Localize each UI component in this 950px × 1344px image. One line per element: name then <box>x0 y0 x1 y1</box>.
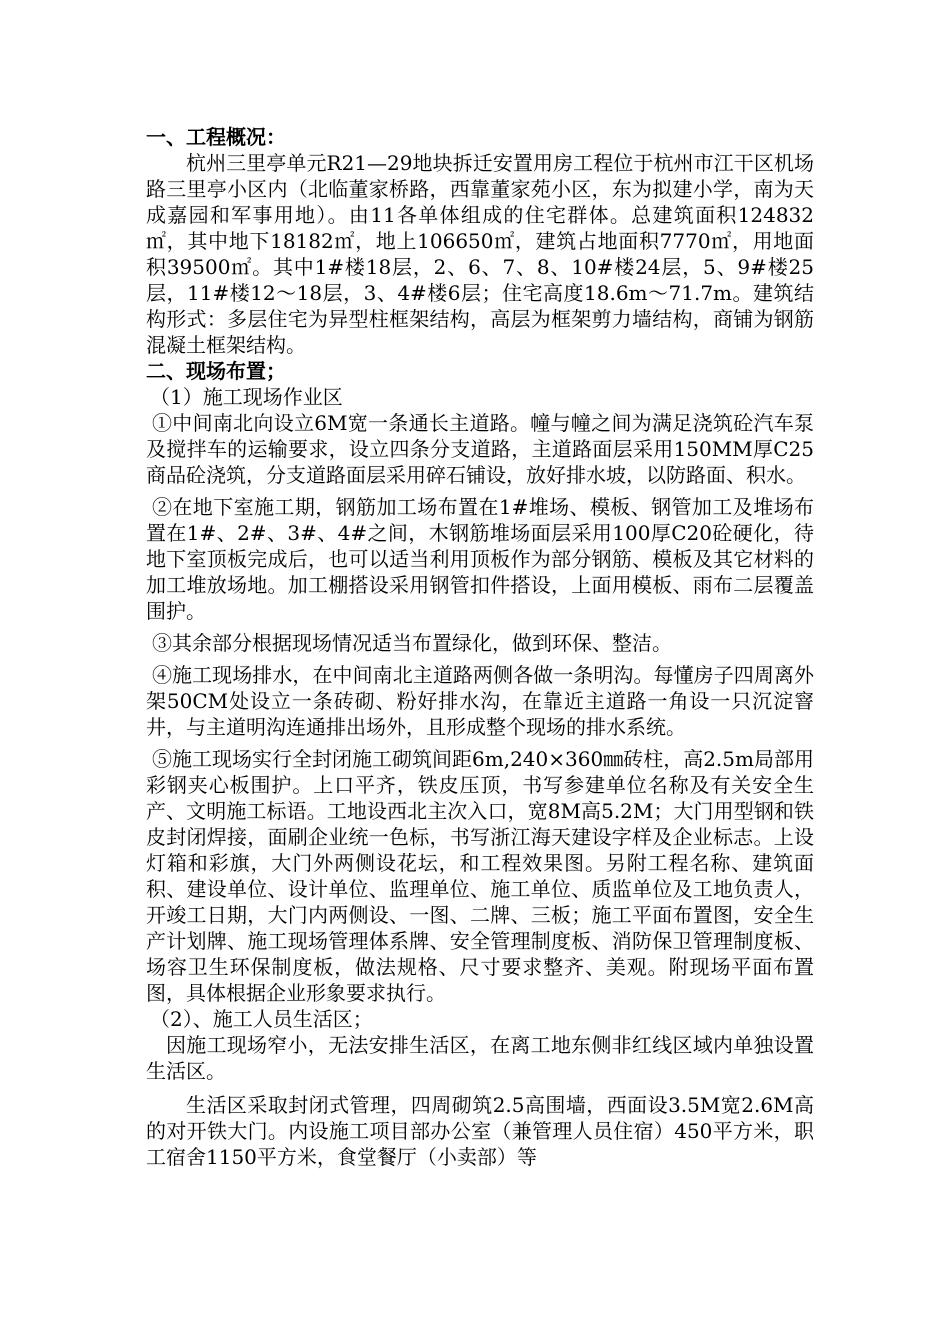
subsection-title-work-area: （1）施工现场作业区 <box>150 385 343 409</box>
section-heading-site-layout: 二、现场布置； <box>146 359 286 383</box>
list-item-main-road: ①中间南北向设立6M宽一条通长主道路。幢与幢之间为满足浇筑砼汽车泵及搅拌车的运输要求，设立四条分支道路，主道路面层采用150MM厚C25商品砼浇筑，分支道路面层采用碎石铺设，放好排水坡，以防路面、积水。 <box>146 411 814 487</box>
subsection-title-living-area: （2）、施工人员生活区； <box>150 1007 373 1031</box>
living-area-paragraph-1: 因施工现场窄小，无法安排生活区，在离工地东侧非红线区域内单独设置生活区。 <box>146 1033 814 1083</box>
overview-paragraph: 杭州三里亭单元R21—29地块拆迁安置用房工程位于杭州市江干区机场路三里亭小区内（北临董家桥路，西靠董家苑小区，东为拟建小学，南为天成嘉园和军事用地）。由11各单体组成的住宅群体。总建筑面积124832㎡，其中地下18182㎡，地上106650㎡，建筑占地面积7770㎡，用地面积39500㎡。其中1#楼18层，2、6、7、8、10#楼24层，5、9#楼25层，11#楼12～18层，3、4#楼6层；住宅高度18.6m～71.7m。建筑结构形式：多层住宅为异型柱框架结构，高层为框架剪力墙结构，商铺为钢筋混凝土框架结构。 <box>146 151 814 357</box>
list-item-processing-yard: ②在地下室施工期，钢筋加工场布置在1#堆场、模板、钢管加工及堆场布置在1#、2#、3#、4#之间，木钢筋堆场面层采用100厚C20砼硬化，待地下室顶板完成后，也可以适当利用顶板作为部分钢筋、模板及其它材料的加工堆放场地。加工棚搭设采用钢管扣件搭设，上面用模板、雨布二层覆盖围护。 <box>146 495 814 623</box>
list-item-drainage: ④施工现场排水，在中间南北主道路两侧各做一条明沟。每懂房子四周离外架50CM处设立一条砖砌、粉好排水沟，在靠近主道路一角设一只沉淀窨井，与主道明沟连通排出场外，且形成整个现场的排水系统。 <box>146 663 814 739</box>
living-area-paragraph-2: 生活区采取封闭式管理，四周砌筑2.5高围墙，西面设3.5M宽2.6M高的对开铁大门。内设施工项目部办公室（兼管理人员住宿）450平方米，职工宿舍1150平方米，食堂餐厅（小卖部）等 <box>146 1093 814 1169</box>
list-item-enclosure: ⑤施工现场实行全封闭施工砌筑间距6m,240×360㎜砖柱，高2.5m局部用彩钢夹心板围护。上口平齐，铁皮压顶，书写参建单位名称及有关安全生产、文明施工标语。工地设西北主次入口，宽8M高5.2M；大门用型钢和铁皮封闭焊接，面刷企业统一色标，书写浙江海天建设字样及企业标志。上设灯箱和彩旗，大门外两侧设花坛，和工程效果图。另附工程名称、建筑面积、建设单位、设计单位、监理单位、施工单位、质监单位及工地负责人，开竣工日期，大门内两侧设、一图、二牌、三板；施工平面布置图，安全生产计划牌、施工现场管理体系牌、安全管理制度板、消防保卫管理制度板、场容卫生环保制度板，做法规格、尺寸要求整齐、美观。附现场平面布置图，具体根据企业形象要求执行。 <box>146 747 814 1005</box>
list-item-greening: ③其余部分根据现场情况适当布置绿化，做到环保、整洁。 <box>152 631 672 655</box>
document-page <box>146 124 814 1170</box>
section-heading-overview: 一、工程概况： <box>146 125 286 149</box>
